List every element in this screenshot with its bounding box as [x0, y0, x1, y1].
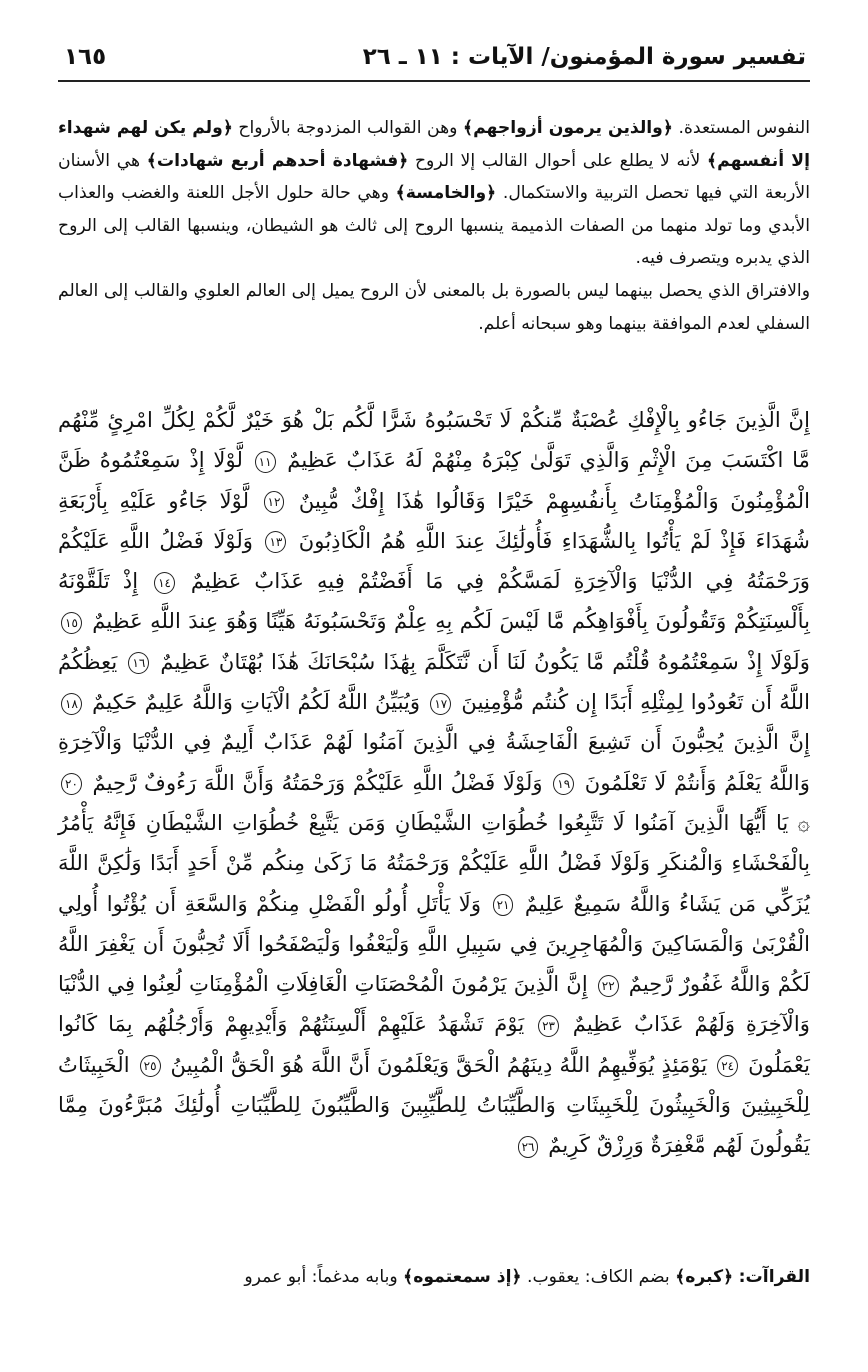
commentary-text: النفوس المستعدة.: [672, 118, 811, 138]
commentary-quote: ﴿والخامسة﴾: [395, 183, 497, 204]
verse-number-marker: ٢٣: [538, 1015, 559, 1037]
verse-text: لَّوْلَا إِذْ سَمِعْتُمُوهُ ظَنَّ الْمُؤْمِنُونَ وَالْمُؤْمِنَاتُ بِأَنفُسِهِمْ خَيْرًا وَقَالُوا هَٰذَا إِفْكٌ مُّبِينٌ: [58, 447, 810, 513]
verse-number-marker: ٢١: [493, 894, 514, 916]
verse-number-marker: ١٦: [128, 652, 149, 674]
commentary-text: والافتراق الذي يحصل بينهما ليس بالصورة بل بالمعنى لأن الروح يميل إلى العالم العلوي والقالب إلى العالم السفلي لعدم الموافقة بينهما وهو سبحانه أعلم.: [58, 280, 810, 334]
commentary-paragraph: [58, 112, 810, 275]
qiraat-text: وبابه مدغماً: أبو عمرو: [244, 1267, 404, 1287]
qiraat-note: [58, 1262, 810, 1292]
verse-text: وَيُبَيِّنُ اللَّهُ لَكُمُ الْآيَاتِ وَاللَّهُ عَلِيمٌ حَكِيمٌ: [84, 689, 421, 715]
verse-text: يَوْمَئِذٍ يُوَفِّيهِمُ اللَّهُ دِينَهُمُ الْحَقَّ وَيَعْلَمُونَ أَنَّ اللَّهَ هُوَ الْحَقُّ الْمُبِينُ: [163, 1051, 708, 1077]
verse-number-marker: ١٢: [264, 491, 285, 513]
verse-text: وَلَا يَأْتَلِ أُولُو الْفَضْلِ مِنكُمْ وَالسَّعَةِ أَن يُؤْتُوا أُولِي الْقُرْبَىٰ وَالْمَسَاكِينَ وَالْمُهَاجِرِينَ فِي سَبِيلِ اللَّهِ وَلْيَعْفُوا وَلْيَصْفَحُوا أَلَا تُحِبُّونَ أَن يَغْفِرَ اللَّهُ لَكُمْ وَاللَّهُ غَفُورٌ رَّحِيمٌ: [58, 890, 810, 997]
verse-number-marker: ٢٢: [598, 975, 619, 997]
verse-text: الْخَبِيثَاتُ لِلْخَبِيثِينَ وَالْخَبِيثُونَ لِلْخَبِيثَاتِ وَالطَّيِّبَاتُ لِلطَّيِّبِينَ وَالطَّيِّبُونَ لِلطَّيِّبَاتِ أُولَٰئِكَ مُبَرَّءُونَ مِمَّا يَقُولُونَ لَهُم مَّغْفِرَةٌ وَرِزْقٌ كَرِيمٌ: [58, 1051, 810, 1158]
commentary-quote: ﴿فشهادة أحدهم أربع شهادات﴾: [146, 150, 409, 171]
running-head: تفسير سورة المؤمنون/ الآيات : ١١ ـ ٢٦: [362, 44, 806, 70]
qiraat-quote: ﴿كبره﴾: [675, 1267, 734, 1287]
qiraat-body: [244, 1267, 733, 1287]
commentary-quote: ﴿والذين يرمون أزواجهم﴾: [463, 118, 673, 138]
verse-number-marker: ١٤: [154, 572, 175, 594]
page-header: [58, 38, 810, 82]
verse-number-marker: ٢٦: [518, 1136, 539, 1158]
verse-number-marker: ٢٤: [717, 1055, 738, 1077]
verse-text: وَلَوْلَا فَضْلُ اللَّهِ عَلَيْكُمْ وَرَحْمَتُهُ فِي الدُّنْيَا وَالْآخِرَةِ لَمَسَّكُمْ فِي مَا أَفَضْتُمْ فِيهِ عَذَابٌ عَظِيمٌ: [58, 527, 810, 594]
commentary-text: [58, 112, 810, 340]
verse-text: إِنَّ الَّذِينَ يَرْمُونَ الْمُحْصَنَاتِ الْغَافِلَاتِ الْمُؤْمِنَاتِ لُعِنُوا فِي الدُّنْيَا وَالْآخِرَةِ وَلَهُمْ عَذَابٌ عَظِيمٌ: [58, 971, 810, 1037]
verse-text: يَعِظُكُمُ اللَّهُ أَن تَعُودُوا لِمِثْلِهِ أَبَدًا إِن كُنتُم مُّؤْمِنِينَ: [58, 648, 810, 715]
verse-number-marker: ٢٥: [140, 1055, 161, 1077]
quran-verses: [58, 400, 810, 1166]
verse-text: إِنَّ الَّذِينَ يُحِبُّونَ أَن تَشِيعَ الْفَاحِشَةُ فِي الَّذِينَ آمَنُوا لَهُمْ عَذَابٌ أَلِيمٌ فِي الدُّنْيَا وَالْآخِرَةِ وَاللَّهُ يَعْلَمُ وَأَنتُمْ لَا تَعْلَمُونَ: [58, 729, 810, 795]
qiraat-label: القراآت:: [738, 1267, 810, 1287]
verse-number-marker: ٢٠: [61, 773, 82, 795]
verse-text: لَّوْلَا جَاءُو عَلَيْهِ بِأَرْبَعَةِ شُهَدَاءَ فَإِذْ لَمْ يَأْتُوا بِالشُّهَدَاءِ فَأُولَٰئِكَ عِندَ اللَّهِ هُمُ الْكَاذِبُونَ: [58, 487, 810, 553]
verse-text: وَلَوْلَا إِذْ سَمِعْتُمُوهُ قُلْتُم مَّا يَكُونُ لَنَا أَن نَّتَكَلَّمَ بِهَٰذَا سُبْحَانَكَ هَٰذَا بُهْتَانٌ عَظِيمٌ: [152, 648, 810, 674]
verse-text: يَوْمَ تَشْهَدُ عَلَيْهِمْ أَلْسِنَتُهُمْ وَأَيْدِيهِمْ وَأَرْجُلُهُم بِمَا كَانُوا يَعْمَلُونَ: [58, 1011, 810, 1077]
verse-text: إِذْ تَلَقَّوْنَهُ بِأَلْسِنَتِكُمْ وَتَقُولُونَ بِأَفْوَاهِكُم مَّا لَيْسَ لَكُم بِهِ عِلْمٌ وَتَحْسَبُونَهُ هَيِّنًا وَهُوَ عِندَ اللَّهِ عَظِيمٌ: [58, 568, 810, 634]
verse-number-marker: ١٧: [430, 693, 451, 715]
commentary-quote: ﴿ولم يكن لهم شهداء إلا أنفسهم﴾: [58, 118, 810, 171]
verse-number-marker: ١٩: [553, 773, 574, 795]
verse-number-marker: ١١: [255, 451, 276, 473]
qiraat-quote: ﴿إذ سمعتموه﴾: [403, 1267, 522, 1287]
commentary-paragraph: [58, 275, 810, 340]
commentary-text: وهي حالة حلول الأجل اللعنة والغضب والعذاب الأبدي وما تولد منهما من الصفات الذميمة ينسبها الروح إلى ثالث هو الشيطان، وينسبها القالب إلى الروح الذي يدبره ويتصرف فيه.: [58, 183, 810, 269]
commentary-text: لأنه لا يطلع على أحوال القالب إلا الروح: [408, 150, 708, 171]
qiraat-text: بضم الكاف: يعقوب.: [521, 1267, 676, 1287]
verse-text: وَلَوْلَا فَضْلُ اللَّهِ عَلَيْكُمْ وَرَحْمَتُهُ وَأَنَّ اللَّهَ رَءُوفٌ رَّحِيمٌ: [84, 769, 543, 795]
verse-number-marker: ١٨: [61, 693, 82, 715]
commentary-text: وهن القوالب المزدوجة بالأرواح: [232, 118, 463, 138]
verse-number-marker: ١٥: [61, 612, 82, 634]
verse-number-marker: ١٣: [265, 531, 286, 553]
page-number: ١٦٥: [64, 44, 107, 70]
verse-text: ۞ يَا أَيُّهَا الَّذِينَ آمَنُوا لَا تَتَّبِعُوا خُطُوَاتِ الشَّيْطَانِ وَمَن يَتَّبِعْ خُطُوَاتِ الشَّيْطَانِ فَإِنَّهُ يَأْمُرُ بِالْفَحْشَاءِ وَالْمُنكَرِ وَلَوْلَا فَضْلُ اللَّهِ عَلَيْكُمْ وَرَحْمَتُهُ مَا زَكَىٰ مِنكُم مِّنْ أَحَدٍ أَبَدًا وَلَٰكِنَّ اللَّهَ يُزَكِّي مَن يَشَاءُ وَاللَّهُ سَمِيعٌ عَلِيمٌ: [58, 809, 810, 916]
verse-text: إِنَّ الَّذِينَ جَاءُو بِالْإِفْكِ عُصْبَةٌ مِّنكُمْ لَا تَحْسَبُوهُ شَرًّا لَّكُم بَلْ هُوَ خَيْرٌ لَّكُمْ لِكُلِّ امْرِئٍ مِّنْهُم مَّا اكْتَسَبَ مِنَ الْإِثْمِ وَالَّذِي تَوَلَّىٰ كِبْرَهُ مِنْهُمْ لَهُ عَذَابٌ عَظِيمٌ: [58, 407, 810, 473]
commentary-text: هي الأسنان الأربعة التي فيها تحصل التربية والاستكمال.: [58, 150, 810, 204]
